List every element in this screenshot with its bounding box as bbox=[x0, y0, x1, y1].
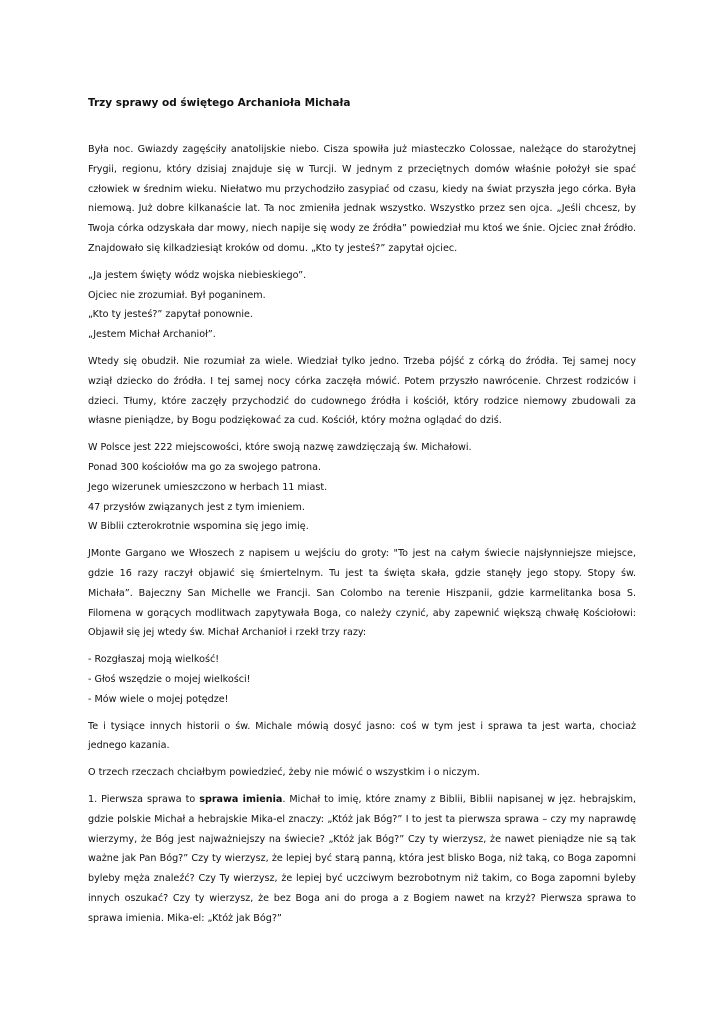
document-page bbox=[88, 96, 636, 935]
paragraph-dream: Była noc. Gwiazdy zagęściły anatolijskie niebo. Cisza spowiła już miasteczko Colossae, należące do starożytnej Frygii, regionu, który dzisiaj znajduje się w Turcji. W jednym z przeciętnych domów właśnie położył sie spać człowiek w średnim wieku. Niełatwo mu przychodziło zasypiać od czasu, kiedy na świat przyszła jego córka. Była niemową. Już dobre kilkanaście lat. Ta noc zmieniła jednak wszystko. Wszystko przez sen ojca. „Jeśli chcesz, by Twoja córka odzyskała dar mowy, niech napije się wody ze źródła” powiedział mu ktoś we śnie. Ojciec znał źródło. Znajdowało się kilkadziesiąt kroków od domu. „Kto ty jesteś?” zapytał ojciec. bbox=[88, 144, 636, 254]
paragraph-awakening: Wtedy się obudził. Nie rozumiał za wiele. Wiedział tylko jedno. Trzeba pójść z córką do źródła. Tej samej nocy wziął dziecko do źródła. I tej samej nocy córka zaczęła mówić. Potem przyszło nawrócenie. Chrzest rodziców i dzieci. Tłumy, które zaczęły przychodzić do cudownego źródła i kościół, który rodzice niemowy zbudowali za własne pieniądze, by Bogu podziękować za cud. Kościół, który można oglądać do dziś. bbox=[88, 355, 636, 427]
command-line: - Głoś wszędzie o mojej wielkości! bbox=[88, 673, 251, 685]
dialog-line: Ojciec nie zrozumiał. Był poganinem. bbox=[88, 289, 266, 301]
commands-list bbox=[88, 650, 636, 709]
dialog-lines bbox=[88, 266, 636, 345]
paragraph-histories: Te i tysiące innych historii o św. Michale mówią dosyć jasno: coś w tym jest i sprawa ta jest warta, chociaż jednego kazania. bbox=[88, 720, 636, 752]
first-matter-lead: 1. Pierwsza sprawa to bbox=[88, 793, 200, 805]
fact-line: W Biblii czterokrotnie wspomina się jego imię. bbox=[88, 521, 309, 533]
facts-list bbox=[88, 438, 636, 537]
command-line: - Mów wiele o mojej potędze! bbox=[88, 693, 229, 705]
document-title: Trzy sprawy od świętego Archanioła Michała bbox=[88, 97, 351, 109]
paragraph-three-things: O trzech rzeczach chciałbym powiedzieć, żeby nie mówić o wszystkim i o niczym. bbox=[88, 767, 480, 779]
command-line: - Rozgłaszaj moją wielkość! bbox=[88, 654, 220, 666]
paragraph-first-matter bbox=[88, 790, 636, 929]
first-matter-emphasis: sprawa imienia bbox=[199, 793, 283, 805]
fact-line: Ponad 300 kościołów ma go za swojego patrona. bbox=[88, 461, 322, 473]
dialog-line: „Ja jestem święty wódz wojska niebieskiego”. bbox=[88, 269, 307, 281]
first-matter-text: . Michał to imię, które znamy z Biblii, Biblii napisanej w jęz. hebrajskim, gdzie polskie Michał a hebrajskie Mika-el znaczy: „Któż jak Bóg?” I to jest ta pierwsza sprawa – czy my naprawdę wierzymy, że Bóg jest najważniejszy na świecie? „Któż jak Bóg?” Czy ty wierzysz, że nawet pieniądze nie są tak ważne jak Pan Bóg?” Czy ty wierzysz, że lepiej być starą panną, która jest blisko Boga, niż taką, co Boga zapomni byleby męża znaleźć? Czy Ty wierzysz, że lepiej być uczciwym bezrobotnym niż takim, co Boga zapomni byleby innych oszukać? Czy ty wierzysz, że bez Boga ani do proga a z Bogiem nawet na krzyż? Pierwsza sprawa to sprawa imienia. Mika-el: „Któż jak Bóg?” bbox=[88, 793, 636, 924]
paragraph-apparitions: JMonte Gargano we Włoszech z napisem u wejściu do groty: "To jest na całym świecie najsłynniejsze miejsce, gdzie 16 razy raczył objawić się śmiertelnym. Tu jest ta święta skała, gdzie stanęły jego stopy. Stopy św. Michała”. Bajeczny San Michelle we Francji. San Colombo na terenie Hiszpanii, gdzie karmelitanka bosa S. Filomena w gorących modlitwach zapytywała Boga, co należy czynić, aby zapewnić większą chwałę Kościołowi: Objawił się jej wtedy św. Michał Archanioł i rzekł trzy razy: bbox=[88, 548, 636, 639]
fact-line: W Polsce jest 222 miejscowości, które swoją nazwę zawdzięczają św. Michałowi. bbox=[88, 442, 472, 454]
dialog-line: „Jestem Michał Archanioł”. bbox=[88, 329, 216, 341]
dialog-line: „Kto ty jesteś?” zapytał ponownie. bbox=[88, 309, 253, 321]
fact-line: Jego wizerunek umieszczono w herbach 11 miast. bbox=[88, 481, 328, 493]
fact-line: 47 przysłów związanych jest z tym imieniem. bbox=[88, 501, 305, 513]
